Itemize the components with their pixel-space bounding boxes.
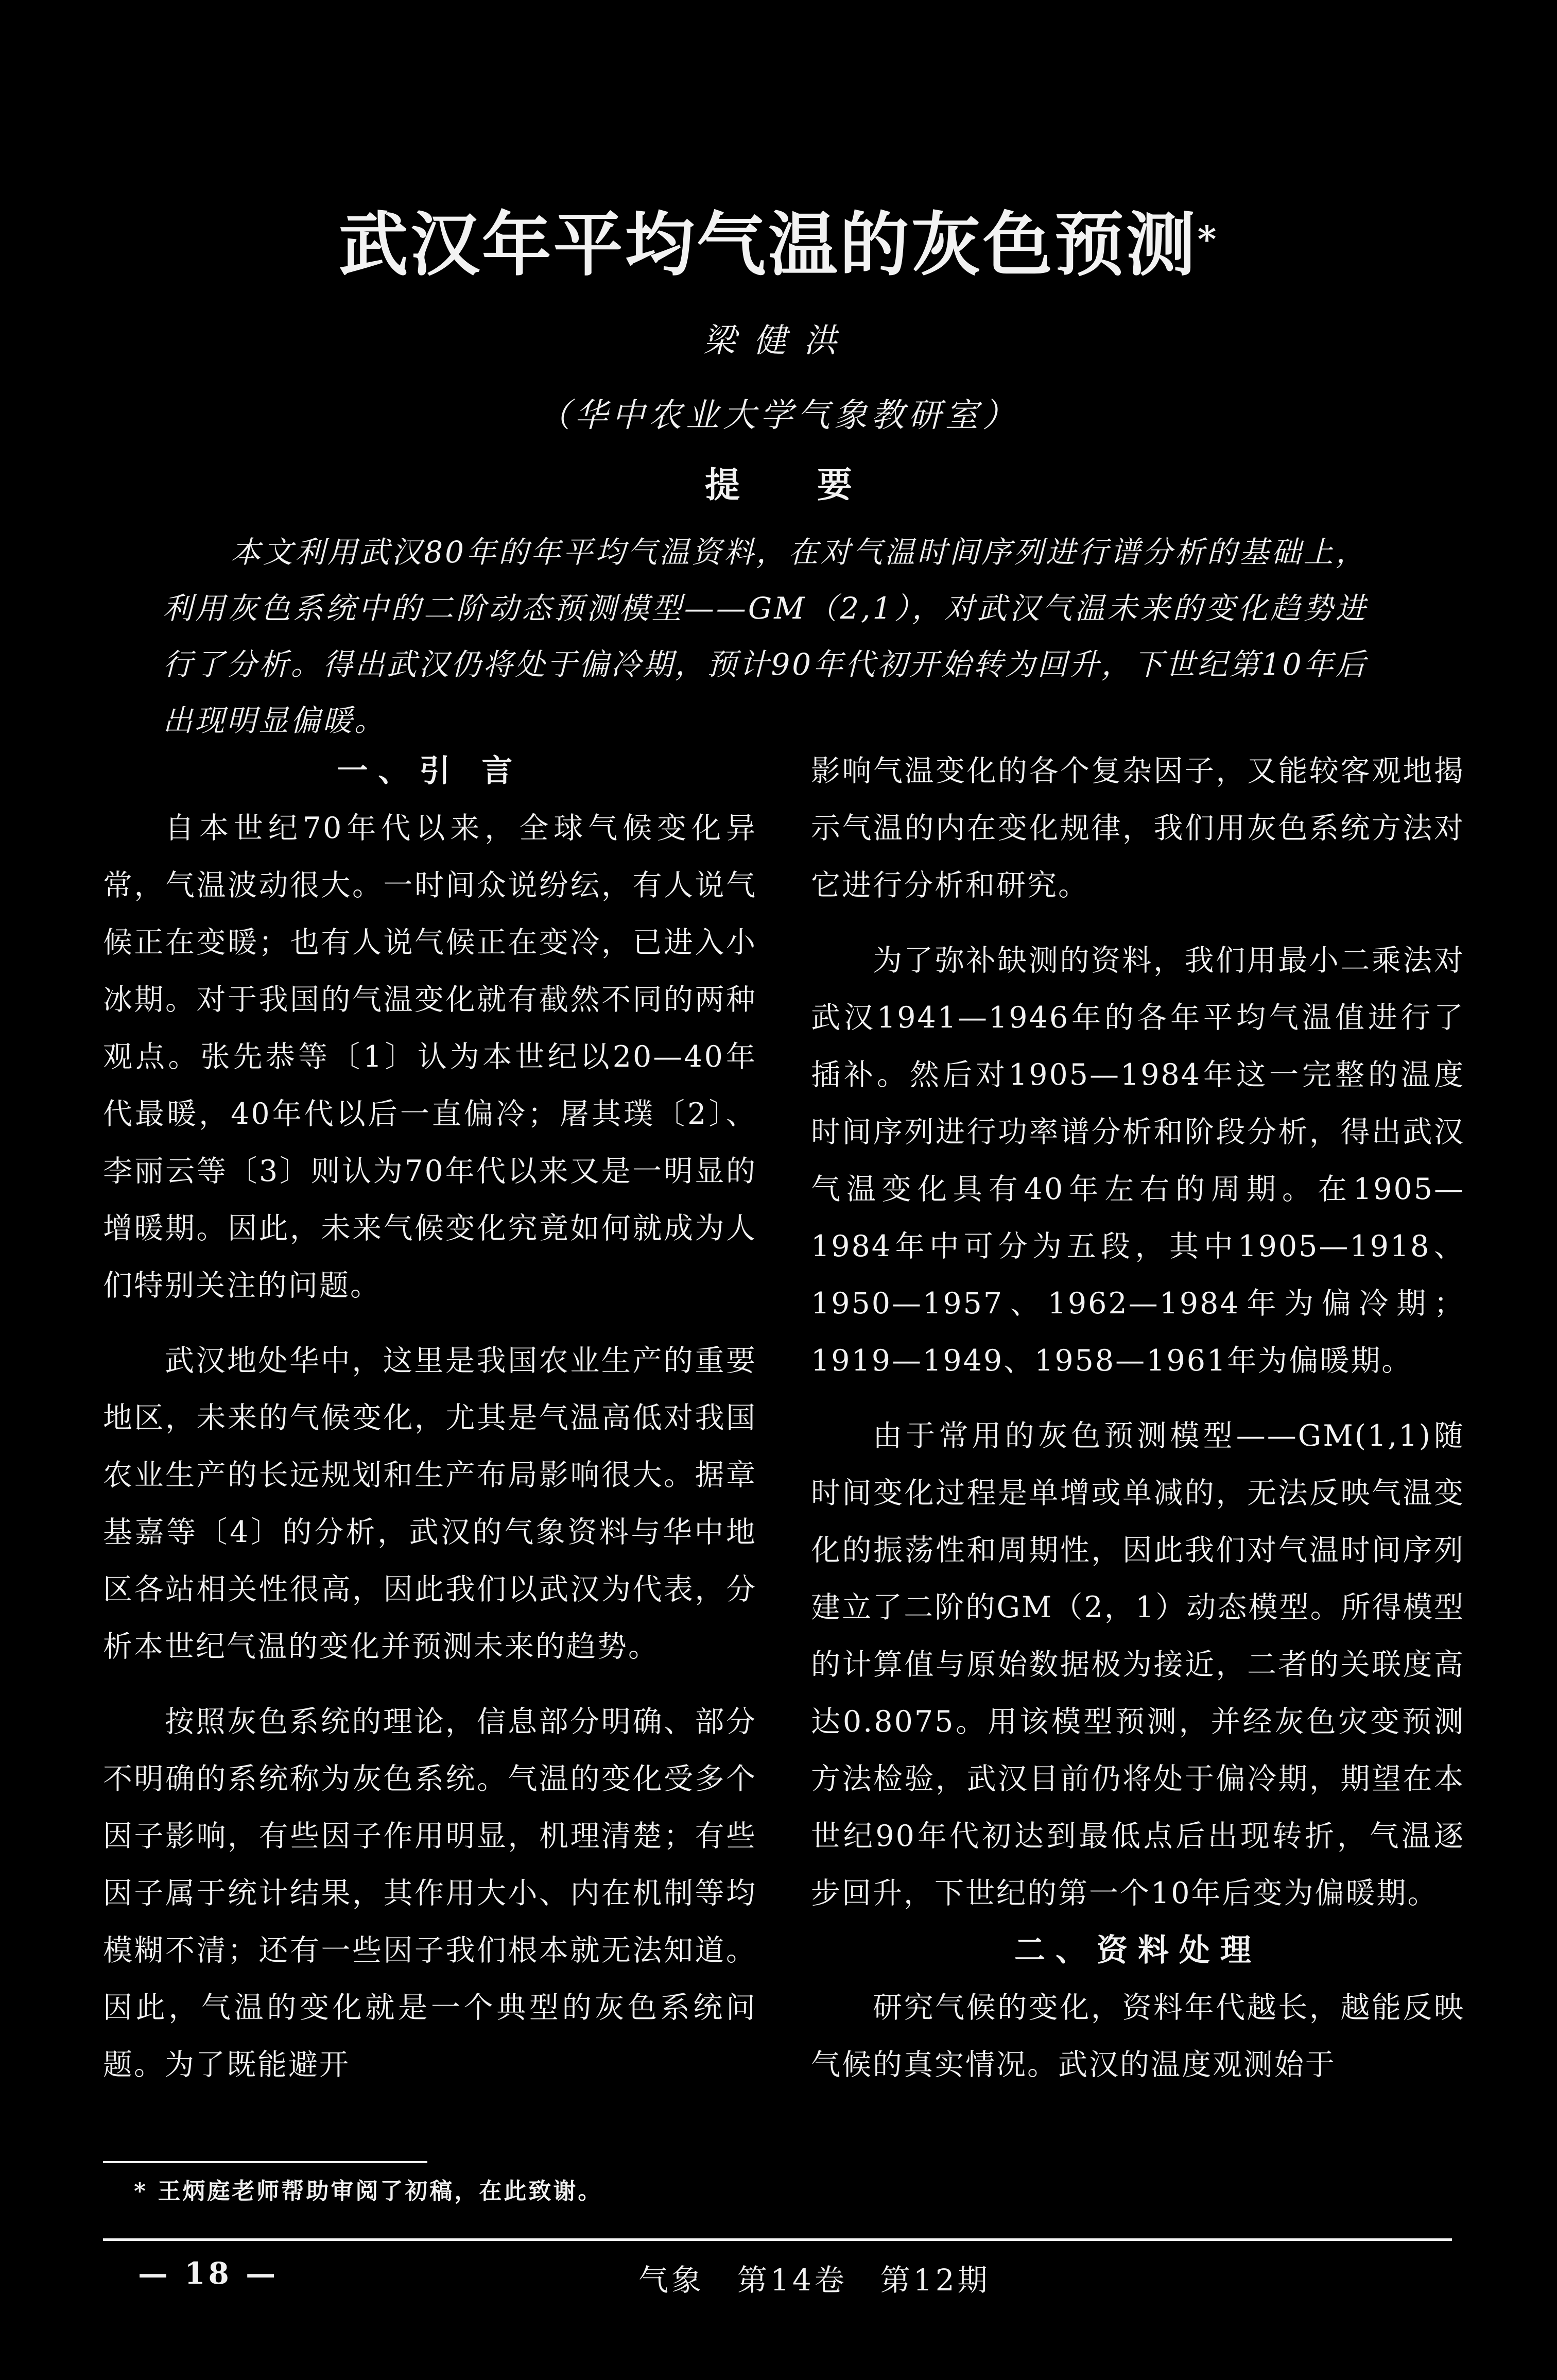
footer-divider: [103, 2238, 1452, 2241]
paragraph: 自本世纪70年代以来，全球气候变化异常，气温波动很大。一时间众说纷纭，有人说气候正在变暖；也有人说气候正在变冷，已进入小冰期。对于我国的气温变化就有截然不同的两种观点。张先恭等〔1〕认为本世纪以20—40年代最暖，40年代以后一直偏冷；屠其璞〔2〕、李丽云等〔3〕则认为70年代以来又是一明显的增暖期。因此，未来气候变化究竟如何就成为人们特别关注的问题。: [103, 811, 757, 1303]
paragraph: 武汉地处华中，这里是我国农业生产的重要地区，未来的气候变化，尤其是气温高低对我国农业生产的长远规划和生产布局影响很大。据章基嘉等〔4〕的分析，武汉的气象资料与华中地区各站相关性很高，因此我们以武汉为代表，分析本世纪气温的变化并预测未来的趋势。: [103, 1344, 757, 1664]
page-number: — 18 —: [138, 2256, 279, 2291]
right-column: [811, 743, 1465, 2094]
journal-info: 气象 第14卷 第12期: [638, 2263, 991, 2298]
paragraph: 由于常用的灰色预测模型——GM(1,1)随时间变化过程是单增或单减的，无法反映气温变化的振荡性和周期性，因此我们对气温时间序列建立了二阶的GM（2，1）动态模型。所得模型的计算值与原始数据极为接近，二者的关联度高达0.8075。用该模型预测，并经灰色灾变预测方法检验，武汉目前仍将处于偏冷期，期望在本世纪90年代初达到最低点后出现转折，气温逐步回升，下世纪的第一个10年后变为偏暖期。: [811, 1419, 1465, 1910]
abstract-text: 本文利用武汉80年的年平均气温资料，在对气温时间序列进行谱分析的基础上，利用灰色系统中的二阶动态预测模型——GM（2,1），对武汉气温未来的变化趋势进行了分析。得出武汉仍将处于偏冷期，预计90年代初开始转为回升，下世纪第10年后出现明显偏暖。: [163, 535, 1368, 738]
footnote: * 王炳庭老师帮助审阅了初稿，在此致谢。: [134, 2178, 603, 2204]
footnote-divider: [103, 2161, 427, 2163]
section-heading-data-processing: 二、资料处理: [1014, 1932, 1261, 1968]
title-footnote-marker: *: [1197, 218, 1219, 261]
section-heading-introduction: 一、引 言: [337, 753, 523, 789]
paragraph: 研究气候的变化，资料年代越长，越能反映气候的真实情况。武汉的温度观测始于: [811, 1991, 1465, 2082]
title-text: 武汉年平均气温的灰色预测: [338, 203, 1198, 285]
left-column: [103, 743, 757, 2094]
author-affiliation: （华中农业大学气象教研室）: [538, 397, 1019, 435]
paragraph: 影响气温变化的各个复杂因子，又能较客观地揭示气温的内在变化规律，我们用灰色系统方法对它进行分析和研究。: [811, 754, 1465, 902]
paragraph: 按照灰色系统的理论，信息部分明确、部分不明确的系统称为灰色系统。气温的变化受多个因子影响，有些因子作用明显，机理清楚；有些因子属于统计结果，其作用大小、内在机制等均模糊不清；还有一些因子我们根本就无法知道。因此，气温的变化就是一个典型的灰色系统问题。为了既能避开: [103, 1705, 757, 2082]
abstract: [163, 524, 1368, 749]
paragraph: 为了弥补缺测的资料，我们用最小二乘法对武汉1941—1946年的各年平均气温值进行了插补。然后对1905—1984年这一完整的温度时间序列进行功率谱分析和阶段分析，得出武汉气温变化具有40年左右的周期。在1905—1984年中可分为五段，其中1905—1918、1950—1957、1962—1984年为偏冷期；1919—1949、1958—1961年为偏暖期。: [811, 944, 1465, 1378]
author-name: 梁健洪: [703, 322, 854, 360]
article-title: [0, 203, 1557, 286]
abstract-heading: 提要: [704, 465, 929, 506]
